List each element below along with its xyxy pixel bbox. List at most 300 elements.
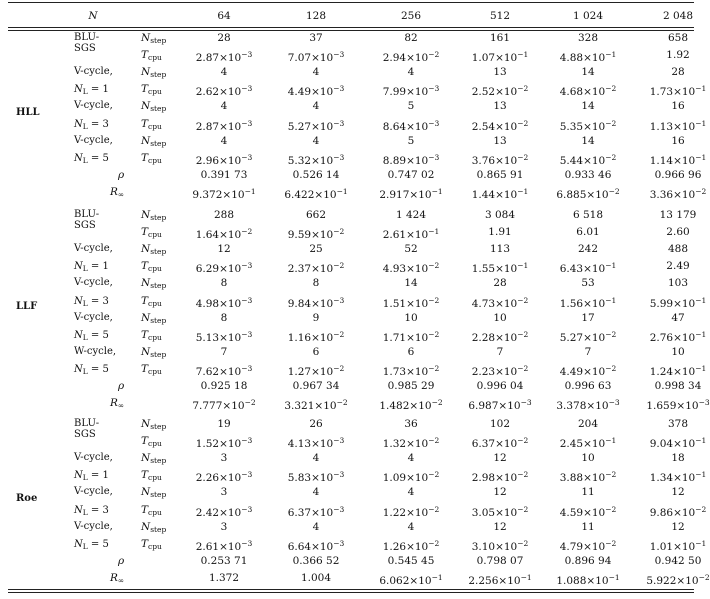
tcpu-exponent: −3 [333, 295, 345, 305]
rho-cell: 0.798 07 [476, 554, 524, 567]
tcpu-cell [560, 435, 617, 450]
method-label-line1: V-cycle, [74, 486, 113, 498]
nstep-cell: 17 [581, 311, 595, 324]
tcpu-times: ×10 [406, 120, 429, 133]
nstep-cell: 14 [581, 100, 595, 113]
nstep-subscript: step [150, 70, 167, 80]
tcpu-times: ×10 [583, 86, 606, 99]
rho-cell: 0.996 63 [564, 380, 612, 392]
method-nl-subscript: L [82, 473, 88, 483]
method-label-line1: V-cycle, [74, 243, 113, 255]
method-nl-symbol: N [74, 538, 83, 550]
row-label-tcpu [141, 226, 162, 241]
rinf-exponent: −1 [520, 572, 532, 582]
tcpu-exponent: −3 [241, 538, 253, 548]
nstep-cell: 3 084 [484, 209, 516, 221]
tcpu-symbol: T [141, 260, 149, 273]
tcpu-mantissa: 9.59 [287, 229, 312, 242]
nstep-symbol: N [141, 452, 151, 465]
tcpu-cell [576, 226, 599, 238]
tcpu-mantissa: 4.73 [471, 297, 496, 310]
tcpu-exponent: −1 [695, 118, 707, 128]
tcpu-mantissa: 1.55 [471, 263, 496, 276]
tcpu-mantissa: 9.86 [649, 506, 674, 519]
tcpu-cell [288, 49, 345, 64]
tcpu-mantissa: 6.29 [195, 263, 220, 276]
rho-cell: 0.545 45 [387, 554, 435, 567]
tcpu-exponent: −3 [241, 470, 253, 480]
nstep-cell: 4 [407, 520, 415, 533]
tcpu-exponent: −1 [605, 261, 617, 271]
tcpu-cell [288, 260, 345, 275]
nstep-cell: 113 [489, 243, 511, 256]
rinf-cell [209, 572, 239, 584]
nstep-cell: 378 [667, 418, 689, 430]
tcpu-cell [488, 226, 511, 238]
method-nl-value: = 3 [87, 504, 109, 516]
tcpu-cell [383, 504, 440, 519]
tcpu-times: ×10 [583, 540, 606, 553]
tcpu-times: ×10 [406, 86, 429, 99]
header-size: 256 [400, 10, 422, 22]
tcpu-mantissa: 4.88 [559, 52, 584, 65]
tcpu-exponent: −2 [428, 50, 440, 60]
tcpu-times: ×10 [673, 154, 696, 167]
scheme-label: LLF [16, 300, 38, 312]
nstep-cell: 28 [493, 277, 507, 290]
tcpu-exponent: −2 [333, 227, 345, 237]
tcpu-times: ×10 [495, 472, 518, 485]
nstep-cell: 8 [220, 311, 228, 324]
rinf-exponent: −2 [244, 398, 256, 408]
tcpu-times: ×10 [406, 229, 429, 242]
method-label-line1: V-cycle, [74, 134, 113, 146]
nstep-subscript: step [150, 490, 167, 500]
tcpu-mantissa: 2.60 [666, 226, 690, 239]
rinf-mantissa: 1.482 [379, 400, 410, 413]
rinf-times: ×10 [314, 400, 337, 413]
tcpu-times: ×10 [406, 438, 429, 451]
rinf-symbol: R [110, 397, 118, 410]
tcpu-times: ×10 [583, 438, 606, 451]
tcpu-exponent: −3 [241, 50, 253, 60]
nstep-cell: 4 [220, 100, 228, 113]
tcpu-times: ×10 [673, 297, 696, 310]
tcpu-mantissa: 2.23 [471, 365, 496, 378]
table-bottom-rule-double [8, 592, 694, 593]
method-label-line2 [74, 330, 109, 344]
tcpu-subscript: cpu [148, 264, 162, 274]
tcpu-cell [472, 152, 529, 167]
method-label-line1: V-cycle, [74, 520, 113, 532]
tcpu-cell [383, 226, 440, 241]
tcpu-times: ×10 [495, 86, 518, 99]
nstep-cell: 13 179 [659, 209, 697, 221]
rinf-mantissa: 6.422 [284, 188, 315, 201]
tcpu-times: ×10 [219, 506, 242, 519]
tcpu-mantissa: 1.52 [195, 438, 220, 451]
tcpu-subscript: cpu [148, 439, 162, 449]
method-label-line2: SGS [74, 220, 96, 231]
tcpu-mantissa: 2.94 [382, 52, 407, 65]
header-n-label: N [88, 10, 98, 22]
rinf-exponent: −2 [695, 186, 707, 196]
tcpu-symbol: T [141, 151, 149, 164]
tcpu-exponent: −1 [517, 50, 529, 60]
rinf-exponent: −2 [336, 398, 348, 408]
rinf-exponent: −1 [336, 186, 348, 196]
tcpu-times: ×10 [406, 154, 429, 167]
tcpu-cell [650, 363, 707, 378]
tcpu-times: ×10 [406, 365, 429, 378]
nstep-cell: 28 [671, 66, 685, 79]
row-label-tcpu [141, 329, 162, 344]
rho-cell: 0.896 94 [564, 554, 612, 567]
rho-cell: 0.526 14 [292, 168, 340, 181]
tcpu-subscript: cpu [148, 332, 162, 342]
tcpu-mantissa: 8.89 [382, 154, 407, 167]
tcpu-cell [650, 152, 707, 167]
tcpu-mantissa: 2.42 [195, 506, 220, 519]
nstep-cell: 11 [581, 486, 595, 499]
nstep-symbol: N [141, 345, 151, 358]
rinf-times: ×10 [409, 574, 432, 587]
tcpu-mantissa: 5.32 [287, 154, 312, 167]
rinf-mantissa: 1.659 [646, 400, 677, 413]
tcpu-subscript: cpu [148, 87, 162, 97]
nstep-cell: 658 [667, 32, 689, 44]
rinf-times: ×10 [673, 188, 696, 201]
nstep-symbol: N [141, 311, 151, 324]
tcpu-cell [472, 435, 529, 450]
tcpu-exponent: −1 [605, 50, 617, 60]
method-nl-symbol: N [74, 295, 83, 307]
nstep-cell: 204 [577, 418, 599, 430]
method-label-line2 [74, 261, 109, 275]
nstep-cell: 12 [671, 520, 685, 533]
nstep-cell: 103 [667, 277, 689, 290]
tcpu-times: ×10 [406, 331, 429, 344]
rinf-cell [468, 572, 531, 587]
method-nl-value: = 3 [87, 118, 109, 130]
tcpu-mantissa: 6.01 [576, 226, 600, 239]
method-nl-symbol: N [74, 152, 83, 164]
row-label-nstep [141, 243, 166, 258]
row-label-nstep [141, 418, 166, 433]
rinf-exponent: −2 [698, 572, 710, 582]
nstep-cell: 8 [312, 277, 320, 290]
tcpu-symbol: T [141, 503, 149, 516]
tcpu-times: ×10 [673, 86, 696, 99]
nstep-cell: 4 [220, 134, 228, 147]
header-rule-double [8, 30, 694, 31]
rho-cell: 0.985 29 [387, 380, 435, 392]
tcpu-exponent: −2 [517, 504, 529, 514]
tcpu-exponent: −3 [241, 295, 253, 305]
method-label-line2 [74, 505, 109, 519]
tcpu-exponent: −2 [605, 329, 617, 339]
method-label-line1: W-cycle, [74, 345, 117, 357]
rinf-exponent: −2 [431, 398, 443, 408]
method-nl-subscript: L [82, 507, 88, 517]
tcpu-times: ×10 [495, 438, 518, 451]
method-label-line2 [74, 296, 109, 310]
table-bottom-rule [8, 589, 694, 590]
tcpu-mantissa: 1.16 [287, 331, 312, 344]
tcpu-subscript: cpu [148, 230, 162, 240]
nstep-cell: 4 [312, 134, 320, 147]
method-label-line2: SGS [74, 43, 96, 54]
tcpu-exponent: −2 [517, 436, 529, 446]
nstep-symbol: N [141, 486, 151, 499]
tcpu-mantissa: 7.07 [287, 52, 312, 65]
header-size: 512 [489, 10, 511, 22]
tcpu-times: ×10 [583, 365, 606, 378]
rinf-exponent: −3 [520, 398, 532, 408]
nstep-symbol: N [141, 418, 151, 430]
tcpu-exponent: −3 [241, 84, 253, 94]
tcpu-exponent: −2 [428, 504, 440, 514]
tcpu-cell [383, 49, 440, 64]
row-label-rinf [110, 397, 124, 412]
tcpu-times: ×10 [583, 154, 606, 167]
rinf-cell [472, 186, 529, 201]
nstep-cell: 242 [577, 243, 599, 256]
tcpu-mantissa: 6.37 [287, 506, 312, 519]
row-label-nstep [141, 209, 166, 224]
rinf-cell [646, 397, 709, 412]
tcpu-exponent: −3 [333, 50, 345, 60]
nstep-cell: 18 [671, 452, 685, 465]
rinf-times: ×10 [586, 188, 609, 201]
nstep-subscript: step [150, 524, 167, 534]
header-rule [8, 27, 694, 28]
tcpu-times: ×10 [311, 365, 334, 378]
method-nl-value: = 1 [87, 470, 109, 482]
table-top-rule [8, 2, 694, 3]
rinf-mantissa: 1.44 [471, 188, 496, 201]
tcpu-cell [472, 363, 529, 378]
tcpu-exponent: −3 [428, 118, 440, 128]
tcpu-cell [196, 295, 253, 310]
tcpu-cell [196, 538, 253, 553]
rinf-subscript: ∞ [117, 189, 125, 199]
tcpu-exponent: −2 [241, 227, 253, 237]
rinf-cell [556, 186, 619, 201]
tcpu-cell [650, 118, 707, 133]
tcpu-mantissa: 4.68 [559, 86, 584, 99]
tcpu-mantissa: 1.73 [382, 365, 407, 378]
tcpu-mantissa: 1.27 [287, 365, 312, 378]
nstep-subscript: step [150, 349, 167, 359]
header-size: 2 048 [662, 10, 694, 22]
nstep-cell: 4 [312, 520, 320, 533]
rinf-cell [650, 186, 707, 201]
tcpu-times: ×10 [311, 229, 334, 242]
tcpu-mantissa: 1.09 [382, 472, 407, 485]
tcpu-times: ×10 [583, 52, 606, 65]
row-label-nstep [141, 452, 166, 467]
tcpu-cell [196, 226, 253, 241]
row-label-rinf [110, 186, 124, 201]
row-label-nstep [141, 135, 166, 150]
tcpu-exponent: −1 [695, 436, 707, 446]
tcpu-cell [196, 435, 253, 450]
nstep-cell: 12 [217, 243, 231, 256]
tcpu-exponent: −2 [517, 295, 529, 305]
rho-cell: 0.925 18 [200, 380, 248, 392]
tcpu-cell [650, 538, 707, 553]
tcpu-mantissa: 9.84 [287, 297, 312, 310]
nstep-cell: 4 [407, 452, 415, 465]
method-nl-symbol: N [74, 504, 83, 516]
tcpu-exponent: −2 [605, 118, 617, 128]
tcpu-cell [472, 538, 529, 553]
tcpu-times: ×10 [673, 438, 696, 451]
tcpu-cell [288, 363, 345, 378]
rinf-times: ×10 [409, 400, 432, 413]
rinf-cell [379, 186, 442, 201]
tcpu-exponent: −3 [241, 363, 253, 373]
rinf-mantissa: 9.372 [192, 188, 223, 201]
rinf-cell [646, 572, 709, 587]
rinf-cell [379, 397, 442, 412]
method-nl-symbol: N [74, 363, 83, 375]
rinf-cell [556, 397, 619, 412]
tcpu-times: ×10 [219, 86, 242, 99]
tcpu-mantissa: 2.28 [471, 331, 496, 344]
nstep-cell: 4 [312, 452, 320, 465]
method-label-line1: V-cycle, [74, 66, 113, 78]
tcpu-exponent: −2 [695, 504, 707, 514]
tcpu-cell [196, 469, 253, 484]
nstep-cell: 8 [220, 277, 228, 290]
tcpu-exponent: −1 [695, 295, 707, 305]
tcpu-cell [288, 226, 345, 241]
nstep-subscript: step [150, 213, 167, 222]
row-label-tcpu [141, 504, 162, 519]
nstep-subscript: step [150, 36, 167, 45]
rinf-mantissa: 3.321 [284, 400, 315, 413]
nstep-cell: 14 [581, 66, 595, 79]
tcpu-times: ×10 [406, 472, 429, 485]
tcpu-times: ×10 [673, 472, 696, 485]
rinf-times: ×10 [676, 574, 699, 587]
rinf-mantissa: 5.922 [646, 574, 677, 587]
tcpu-subscript: cpu [148, 298, 162, 308]
tcpu-mantissa: 1.92 [666, 49, 690, 62]
tcpu-cell [383, 435, 440, 450]
tcpu-mantissa: 1.56 [559, 297, 584, 310]
nstep-cell: 3 [220, 452, 228, 465]
row-label-nstep [141, 66, 166, 81]
tcpu-cell [472, 469, 529, 484]
method-label-line2 [74, 539, 109, 553]
tcpu-times: ×10 [219, 154, 242, 167]
rinf-mantissa: 6.062 [379, 574, 410, 587]
nstep-subscript: step [150, 456, 167, 466]
tcpu-mantissa: 1.14 [649, 154, 674, 167]
tcpu-times: ×10 [495, 506, 518, 519]
tcpu-exponent: −3 [428, 84, 440, 94]
method-label-line2 [74, 119, 109, 133]
tcpu-mantissa: 1.71 [382, 331, 407, 344]
tcpu-exponent: −1 [517, 261, 529, 271]
tcpu-exponent: −2 [605, 538, 617, 548]
rinf-mantissa: 3.36 [649, 188, 674, 201]
tcpu-exponent: −3 [333, 470, 345, 480]
nstep-cell: 47 [671, 311, 685, 324]
rho-cell: 0.933 46 [564, 168, 612, 181]
tcpu-times: ×10 [219, 331, 242, 344]
tcpu-exponent: −3 [333, 84, 345, 94]
tcpu-exponent: −2 [517, 152, 529, 162]
tcpu-exponent: −2 [428, 329, 440, 339]
rho-cell: 0.996 04 [476, 380, 524, 392]
tcpu-cell [560, 83, 617, 98]
method-label-line2 [74, 470, 109, 484]
rinf-mantissa: 1.372 [208, 571, 240, 584]
row-label-rho: ρ [118, 380, 125, 392]
rinf-exponent: −1 [244, 186, 256, 196]
method-nl-value: = 3 [87, 295, 109, 307]
nstep-cell: 5 [407, 134, 415, 147]
tcpu-exponent: −2 [517, 538, 529, 548]
rinf-exponent: −1 [431, 186, 443, 196]
rinf-cell [468, 397, 531, 412]
tcpu-exponent: −3 [333, 118, 345, 128]
nstep-cell: 12 [493, 486, 507, 499]
tcpu-cell [196, 329, 253, 344]
tcpu-mantissa: 1.22 [382, 506, 407, 519]
method-nl-subscript: L [82, 298, 88, 308]
tcpu-mantissa: 7.62 [195, 365, 220, 378]
tcpu-times: ×10 [583, 263, 606, 276]
tcpu-cell [196, 49, 253, 64]
nstep-cell: 102 [489, 418, 511, 430]
rinf-subscript: ∞ [117, 575, 125, 585]
nstep-cell: 4 [312, 486, 320, 499]
rinf-times: ×10 [222, 400, 245, 413]
tcpu-exponent: −1 [695, 538, 707, 548]
tcpu-subscript: cpu [148, 541, 162, 551]
tcpu-cell [383, 295, 440, 310]
nstep-cell: 36 [404, 418, 418, 430]
tcpu-mantissa: 5.99 [649, 297, 674, 310]
row-label-tcpu [141, 538, 162, 553]
tcpu-times: ×10 [583, 297, 606, 310]
nstep-subscript: step [150, 281, 167, 291]
row-label-rho: ρ [118, 168, 125, 181]
tcpu-exponent: −2 [333, 329, 345, 339]
tcpu-exponent: −3 [333, 152, 345, 162]
nstep-cell: 12 [493, 452, 507, 465]
tcpu-times: ×10 [311, 120, 334, 133]
tcpu-mantissa: 1.01 [649, 540, 674, 553]
method-label-line2: SGS [74, 429, 96, 440]
tcpu-times: ×10 [673, 331, 696, 344]
tcpu-mantissa: 5.27 [559, 331, 584, 344]
tcpu-mantissa: 5.44 [559, 154, 584, 167]
rho-cell: 0.967 34 [292, 380, 340, 392]
method-nl-value: = 5 [87, 329, 109, 341]
nstep-cell: 4 [312, 66, 320, 79]
rinf-mantissa: 1.004 [300, 571, 332, 584]
tcpu-subscript: cpu [148, 507, 162, 517]
nstep-subscript: step [150, 104, 167, 114]
nstep-symbol: N [141, 243, 151, 256]
tcpu-exponent: −1 [605, 295, 617, 305]
